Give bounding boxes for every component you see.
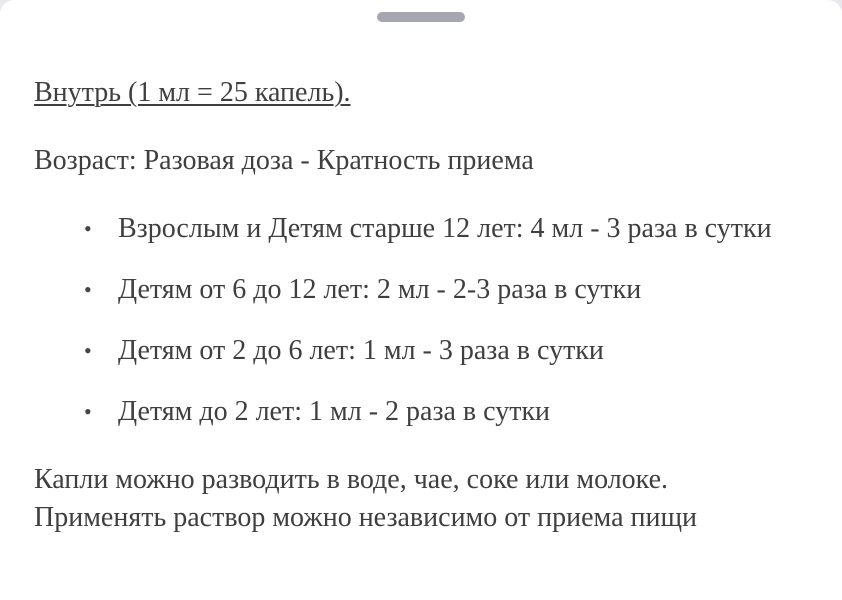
- dose-text: Взрослым и Детям старше 12 лет: 4 мл - 3 раза в сутки: [118, 213, 772, 244]
- usage-note-line: Применять раствор можно независимо от приема пищи: [34, 502, 698, 533]
- usage-note-line: Капли можно разводить в воде, чае, соке или молоке.: [34, 464, 669, 495]
- dose-text: Детям от 6 до 12 лет: 2 мл - 2-3 раза в сутки: [118, 274, 642, 305]
- dosage-subheading: Возраст: Разовая доза - Кратность приема: [34, 145, 534, 176]
- dose-text: Детям от 2 до 6 лет: 1 мл - 3 раза в сутки: [118, 335, 604, 366]
- list-item: [34, 210, 824, 248]
- bullet-icon: •: [84, 399, 92, 424]
- bullet-icon: •: [84, 216, 92, 241]
- bullet-icon: •: [84, 277, 92, 302]
- list-item: [34, 332, 824, 370]
- usage-note: [34, 461, 824, 537]
- dose-text: Детям до 2 лет: 1 мл - 2 раза в сутки: [118, 396, 551, 427]
- dose-list: [34, 210, 824, 431]
- list-item: [34, 393, 824, 431]
- drag-handle[interactable]: [377, 12, 465, 22]
- bullet-icon: •: [84, 338, 92, 363]
- dosage-heading: Внутрь (1 мл = 25 капель).: [34, 77, 351, 108]
- sheet-content: [34, 74, 824, 537]
- list-item: [34, 271, 824, 309]
